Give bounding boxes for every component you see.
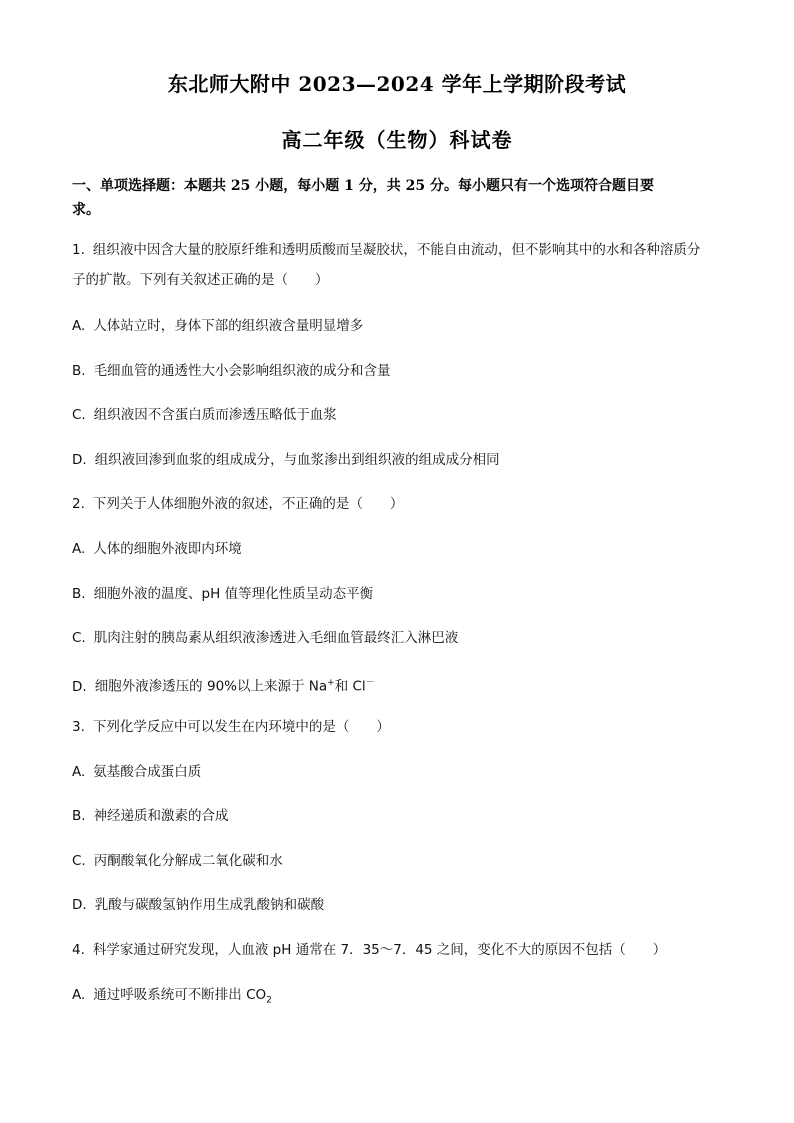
option-text: 肌肉注射的胰岛素从组织液渗透进入毛细血管最终汇入淋巴液 xyxy=(93,630,459,646)
option-label: B. xyxy=(72,363,86,379)
section-heading-line2: 求。 xyxy=(72,202,100,218)
option-label: A. xyxy=(72,764,86,780)
question-text: 科学家通过研究发现，人血液 pH 通常在 7．35～7．45 之间，变化不大的原因不包括（ ） xyxy=(92,942,667,958)
superscript-minus: － xyxy=(365,678,375,688)
section-heading-line1: 一、单项选择题：本题共 25 小题，每小题 1 分，共 25 分。每小题只有一个选项符合题目要 xyxy=(72,178,654,194)
subscript-2: 2 xyxy=(266,995,272,1006)
question-number: 1. xyxy=(72,242,85,258)
option-label: B. xyxy=(72,586,86,602)
q3-option-c[interactable] xyxy=(72,851,732,871)
question-1-stem-cont: 子的扩散。下列有关叙述正确的是（ ） xyxy=(72,272,329,288)
q1-option-c[interactable] xyxy=(72,405,732,425)
option-text: 人体站立时，身体下部的组织液含量明显增多 xyxy=(93,318,364,334)
question-2-stem xyxy=(72,494,732,514)
option-text: 乳酸与碳酸氢钠作用生成乳酸钠和碳酸 xyxy=(94,897,325,913)
q3-option-d[interactable] xyxy=(72,895,732,915)
option-text: 氨基酸合成蛋白质 xyxy=(93,764,202,780)
question-text: 下列化学反应中可以发生在内环境中的是（ ） xyxy=(92,719,390,735)
option-label: A. xyxy=(72,987,86,1003)
q1-option-a[interactable] xyxy=(72,316,732,336)
option-text: 组织液因不含蛋白质而渗透压略低于血浆 xyxy=(93,407,337,423)
option-label: D. xyxy=(72,678,87,695)
option-text: 人体的细胞外液即内环境 xyxy=(93,541,242,557)
question-text: 组织液中因含大量的胶原纤维和透明质酸而呈凝胶状，不能自由流动，但不影响其中的水和各种溶质分 xyxy=(92,242,701,258)
q2-option-d[interactable] xyxy=(72,673,732,697)
option-text: 毛细血管的通透性大小会影响组织液的成分和含量 xyxy=(93,363,391,379)
question-3-stem xyxy=(72,717,732,737)
q2-option-a[interactable] xyxy=(72,539,732,559)
option-label: A. xyxy=(72,541,86,557)
option-text-before: 细胞外液渗透压的 90%以上来源于 Na xyxy=(94,678,328,695)
option-label: C. xyxy=(72,407,86,423)
option-text-mid: 和 Cl xyxy=(334,678,366,695)
q3-option-b[interactable] xyxy=(72,806,732,826)
option-label: D. xyxy=(72,897,87,913)
option-text: 细胞外液的温度、pH 值等理化性质呈动态平衡 xyxy=(93,586,374,602)
option-text: 丙酮酸氧化分解成二氧化碳和水 xyxy=(93,853,283,869)
option-label: A. xyxy=(72,318,86,334)
q1-option-b[interactable] xyxy=(72,361,732,381)
question-number: 3. xyxy=(72,719,85,735)
question-number: 4. xyxy=(72,942,85,958)
exam-subtitle: 高二年级（生物）科试卷 xyxy=(281,128,513,152)
q3-option-a[interactable] xyxy=(72,762,732,782)
exam-title: 东北师大附中 2023—2024 学年上学期阶段考试 xyxy=(167,72,627,96)
option-label: C. xyxy=(72,630,86,646)
option-label: B. xyxy=(72,808,86,824)
section-heading xyxy=(72,174,732,222)
question-text: 下列关于人体细胞外液的叙述，不正确的是（ ） xyxy=(92,496,404,512)
q1-option-d[interactable] xyxy=(72,450,732,470)
option-label: D. xyxy=(72,452,87,468)
option-text: 组织液回渗到血浆的组成成分，与血浆渗出到组织液的组成成分相同 xyxy=(94,452,500,468)
q2-option-b[interactable] xyxy=(72,584,732,604)
question-number: 2. xyxy=(72,496,85,512)
q2-option-c[interactable] xyxy=(72,628,732,648)
question-1-stem xyxy=(72,240,732,260)
superscript-plus: + xyxy=(327,678,335,688)
q4-option-a[interactable] xyxy=(72,985,732,1011)
option-text-before: 通过呼吸系统可不断排出 CO xyxy=(93,987,267,1003)
option-text: 神经递质和激素的合成 xyxy=(93,808,229,824)
option-label: C. xyxy=(72,853,86,869)
question-4-stem xyxy=(72,940,732,960)
